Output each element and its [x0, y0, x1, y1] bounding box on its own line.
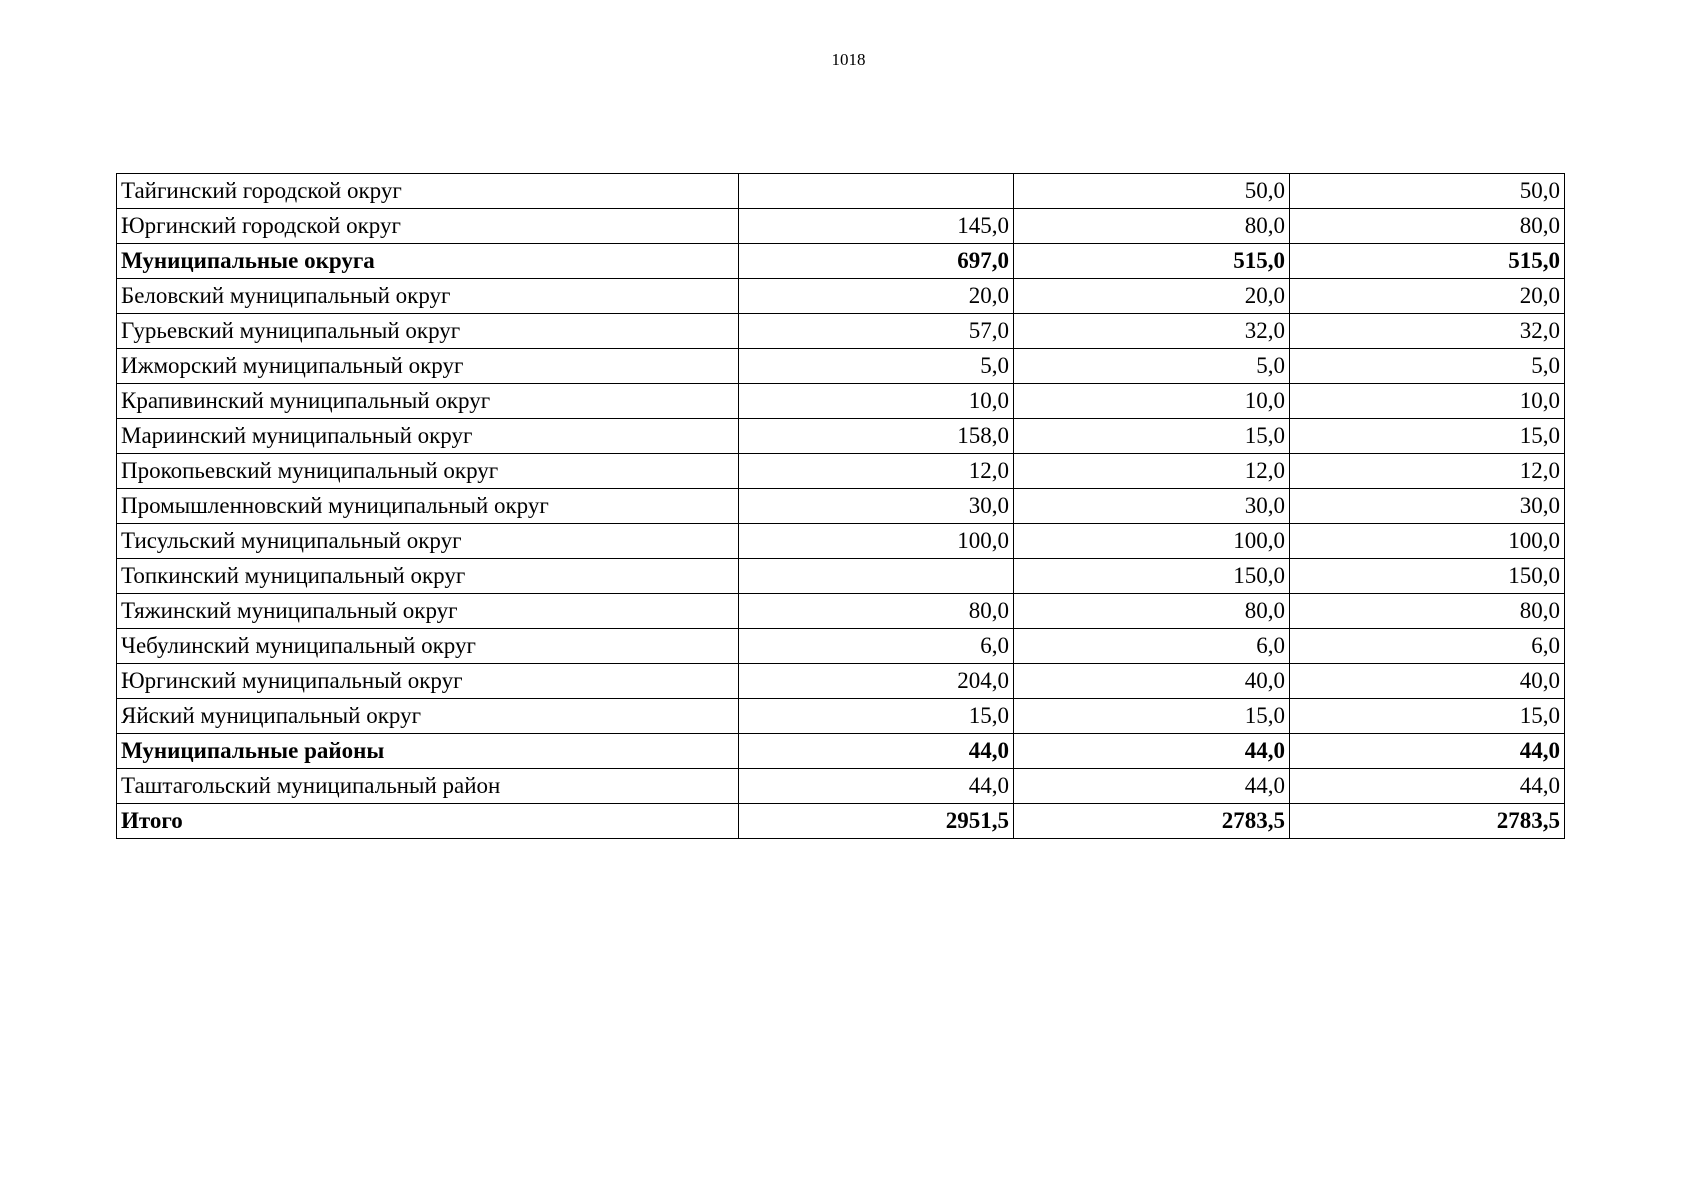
row-name-cell: Промышленновский муниципальный округ: [117, 489, 739, 524]
value-cell-3: 30,0: [1290, 489, 1565, 524]
table-row: [117, 559, 1565, 594]
value-cell-3: 32,0: [1290, 314, 1565, 349]
value-cell-2: 80,0: [1014, 594, 1290, 629]
value-cell-2: 44,0: [1014, 734, 1290, 769]
value-cell-3: 50,0: [1290, 174, 1565, 209]
row-name-cell: Топкинский муниципальный округ: [117, 559, 739, 594]
table-row: [117, 279, 1565, 314]
table-row: [117, 699, 1565, 734]
row-name-cell: Чебулинский муниципальный округ: [117, 629, 739, 664]
value-cell-1: [739, 559, 1014, 594]
value-cell-2: 10,0: [1014, 384, 1290, 419]
value-cell-2: 20,0: [1014, 279, 1290, 314]
value-cell-1: 57,0: [739, 314, 1014, 349]
table-row: [117, 769, 1565, 804]
value-cell-2: 12,0: [1014, 454, 1290, 489]
value-cell-2: 32,0: [1014, 314, 1290, 349]
table-row: [117, 629, 1565, 664]
value-cell-2: 150,0: [1014, 559, 1290, 594]
value-cell-1: 100,0: [739, 524, 1014, 559]
value-cell-3: 515,0: [1290, 244, 1565, 279]
value-cell-3: 80,0: [1290, 209, 1565, 244]
value-cell-3: 150,0: [1290, 559, 1565, 594]
value-cell-2: 5,0: [1014, 349, 1290, 384]
page-number: 1018: [831, 50, 866, 69]
value-cell-2: 40,0: [1014, 664, 1290, 699]
table-row-subtotal: [117, 734, 1565, 769]
table-row: [117, 174, 1565, 209]
value-cell-3: 40,0: [1290, 664, 1565, 699]
value-cell-2: 15,0: [1014, 699, 1290, 734]
value-cell-1: 15,0: [739, 699, 1014, 734]
value-cell-1: 5,0: [739, 349, 1014, 384]
value-cell-3: 44,0: [1290, 734, 1565, 769]
value-cell-3: 15,0: [1290, 699, 1565, 734]
table-row: [117, 419, 1565, 454]
value-cell-2: 80,0: [1014, 209, 1290, 244]
value-cell-1: 10,0: [739, 384, 1014, 419]
row-name-cell: Тисульский муниципальный округ: [117, 524, 739, 559]
value-cell-2: 100,0: [1014, 524, 1290, 559]
value-cell-2: 2783,5: [1014, 804, 1290, 839]
value-cell-1: 12,0: [739, 454, 1014, 489]
table-row-subtotal: [117, 244, 1565, 279]
value-cell-2: 50,0: [1014, 174, 1290, 209]
row-name-cell: Беловский муниципальный округ: [117, 279, 739, 314]
table-row: [117, 349, 1565, 384]
table-row: [117, 594, 1565, 629]
value-cell-3: 10,0: [1290, 384, 1565, 419]
row-name-cell: Прокопьевский муниципальный округ: [117, 454, 739, 489]
value-cell-3: 6,0: [1290, 629, 1565, 664]
row-name-cell: Мариинский муниципальный округ: [117, 419, 739, 454]
value-cell-2: 515,0: [1014, 244, 1290, 279]
value-cell-1: 20,0: [739, 279, 1014, 314]
value-cell-2: 15,0: [1014, 419, 1290, 454]
value-cell-3: 100,0: [1290, 524, 1565, 559]
value-cell-1: 44,0: [739, 769, 1014, 804]
table-row: [117, 454, 1565, 489]
value-cell-1: 158,0: [739, 419, 1014, 454]
table-row: [117, 209, 1565, 244]
table-row: [117, 664, 1565, 699]
value-cell-3: 15,0: [1290, 419, 1565, 454]
row-name-cell: Тайгинский городской округ: [117, 174, 739, 209]
value-cell-1: 44,0: [739, 734, 1014, 769]
row-name-cell: Крапивинский муниципальный округ: [117, 384, 739, 419]
value-cell-1: 6,0: [739, 629, 1014, 664]
value-cell-1: 204,0: [739, 664, 1014, 699]
value-cell-3: 20,0: [1290, 279, 1565, 314]
row-name-cell: Тяжинский муниципальный округ: [117, 594, 739, 629]
value-cell-2: 44,0: [1014, 769, 1290, 804]
value-cell-1: 30,0: [739, 489, 1014, 524]
row-name-cell: Муниципальные округа: [117, 244, 739, 279]
value-cell-3: 2783,5: [1290, 804, 1565, 839]
budget-table: [116, 173, 1565, 839]
row-name-cell: Ижморский муниципальный округ: [117, 349, 739, 384]
row-name-cell: Муниципальные районы: [117, 734, 739, 769]
value-cell-3: 12,0: [1290, 454, 1565, 489]
row-name-cell: Итого: [117, 804, 739, 839]
value-cell-1: 80,0: [739, 594, 1014, 629]
table-row: [117, 489, 1565, 524]
table-row: [117, 524, 1565, 559]
value-cell-3: 44,0: [1290, 769, 1565, 804]
value-cell-1: 145,0: [739, 209, 1014, 244]
value-cell-3: 5,0: [1290, 349, 1565, 384]
table-row-total: [117, 804, 1565, 839]
row-name-cell: Таштагольский муниципальный район: [117, 769, 739, 804]
row-name-cell: Яйский муниципальный округ: [117, 699, 739, 734]
value-cell-3: 80,0: [1290, 594, 1565, 629]
value-cell-2: 6,0: [1014, 629, 1290, 664]
value-cell-1: [739, 174, 1014, 209]
table-row: [117, 384, 1565, 419]
value-cell-2: 30,0: [1014, 489, 1290, 524]
row-name-cell: Гурьевский муниципальный округ: [117, 314, 739, 349]
row-name-cell: Юргинский городской округ: [117, 209, 739, 244]
table-row: [117, 314, 1565, 349]
row-name-cell: Юргинский муниципальный округ: [117, 664, 739, 699]
value-cell-1: 697,0: [739, 244, 1014, 279]
value-cell-1: 2951,5: [739, 804, 1014, 839]
